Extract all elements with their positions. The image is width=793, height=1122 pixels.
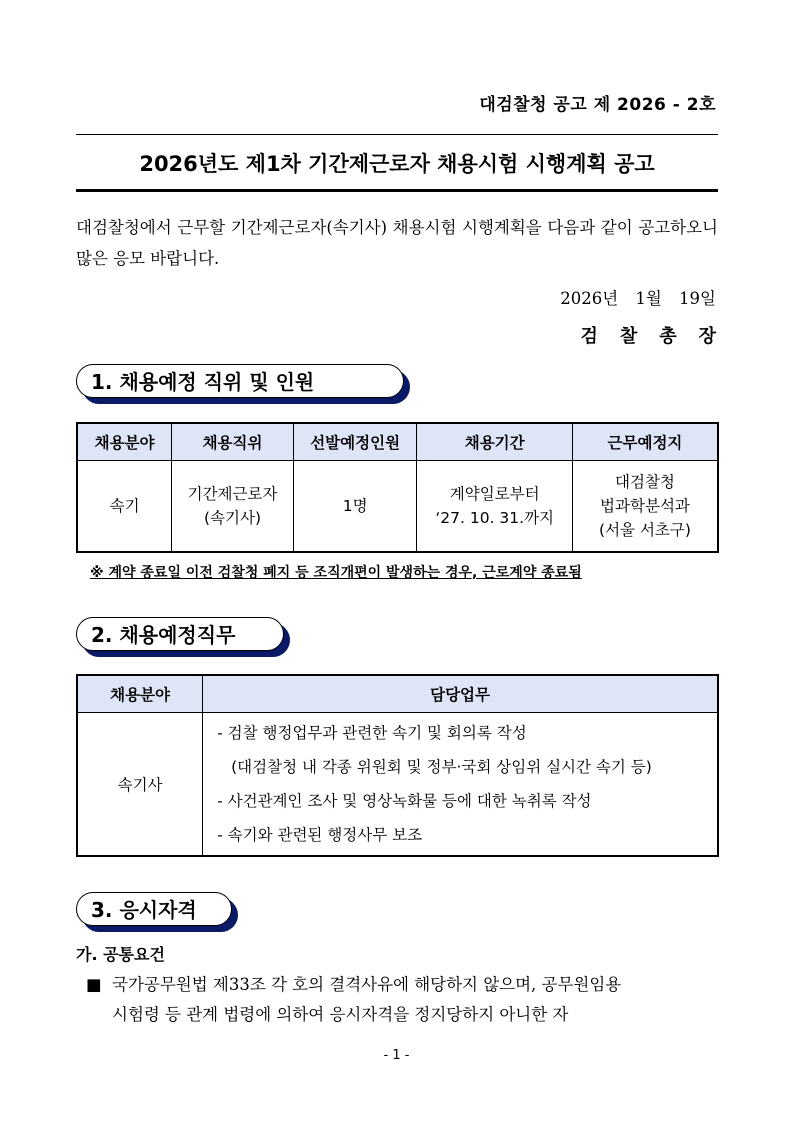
section1-heading: 1. 채용예정 직위 및 인원 <box>76 364 404 398</box>
cell-location <box>572 461 718 553</box>
cell-field: 속기사 <box>77 713 203 857</box>
column-header: 채용분야 <box>77 423 172 461</box>
announcement-date: 2026년 1월 19일 <box>560 289 716 308</box>
positions-table <box>76 422 719 553</box>
period-line2: ‘27. 10. 31.까지 <box>435 509 555 527</box>
position-line2: (속기사) <box>204 509 262 527</box>
requirement-line1: 국가공무원법 제33조 각 호의 결격사유에 해당하지 않으며, 공무원임용 <box>112 975 622 994</box>
cell-count: 1명 <box>293 461 417 553</box>
cell-position <box>172 461 294 553</box>
requirement-line2: 시험령 등 관계 법령에 의하여 응시자격을 정지당하지 아니한 자 <box>112 1005 569 1024</box>
duty-item-detail: (대검찰청 내 각종 위원회 및 정부·국회 상임위 실시간 속기 등) <box>231 758 652 776</box>
period-line1: 계약일로부터 <box>449 485 540 503</box>
section2-heading-box <box>76 617 290 657</box>
intro-paragraph: 대검찰청에서 근무할 기간제근로자(속기사) 채용시험 시행계획을 다음과 같이 공고하오니 많은 응모 바랍니다. <box>76 218 718 268</box>
table-note: ※ 계약 종료일 이전 검찰청 폐지 등 조직개편이 발생하는 경우, 근로계약 종료됨 <box>90 565 582 581</box>
location-line3: (서울 서초구) <box>599 521 691 539</box>
section3-heading-box <box>76 892 238 932</box>
column-header: 채용분야 <box>77 675 203 713</box>
square-bullet-icon: ■ <box>86 975 102 994</box>
table-header-row <box>77 675 718 713</box>
header-rule-top <box>76 134 718 135</box>
cell-duties <box>203 713 718 857</box>
section1-heading-box <box>76 364 411 404</box>
table-header-row <box>77 423 718 461</box>
page-number: - 1 - <box>383 1048 410 1063</box>
notice-number: 대검찰청 공고 제 2026 - 2호 <box>479 95 716 115</box>
duties-table <box>76 674 719 857</box>
page-title: 2026년도 제1차 기간제근로자 채용시험 시행계획 공고 <box>139 152 655 176</box>
column-header: 담당업무 <box>203 675 718 713</box>
location-line1: 대검찰청 <box>615 473 675 491</box>
column-header: 선발예정인원 <box>293 423 417 461</box>
position-line1: 기간제근로자 <box>187 485 278 503</box>
section3-heading: 3. 응시자격 <box>76 892 232 926</box>
location-line2: 법과학분석과 <box>600 497 690 515</box>
table-row <box>77 713 718 857</box>
signer: 검찰총장 <box>580 326 738 347</box>
cell-field: 속기 <box>77 461 172 553</box>
duty-item: - 검찰 행정업무과 관련한 속기 및 회의록 작성 <box>217 724 527 742</box>
section2-heading: 2. 채용예정직무 <box>76 617 284 651</box>
table-row <box>77 461 718 553</box>
duty-item: - 속기와 관련된 행정사무 보조 <box>217 826 423 844</box>
cell-period <box>417 461 573 553</box>
header-rule-bottom <box>76 189 718 192</box>
duty-item: - 사건관계인 조사 및 영상녹화물 등에 대한 녹취록 작성 <box>217 792 592 810</box>
sub-heading-common-requirements: 가. 공통요건 <box>76 945 165 964</box>
requirement-item <box>86 970 718 1030</box>
column-header: 채용직위 <box>172 423 294 461</box>
column-header: 채용기간 <box>417 423 573 461</box>
column-header: 근무예정지 <box>572 423 718 461</box>
